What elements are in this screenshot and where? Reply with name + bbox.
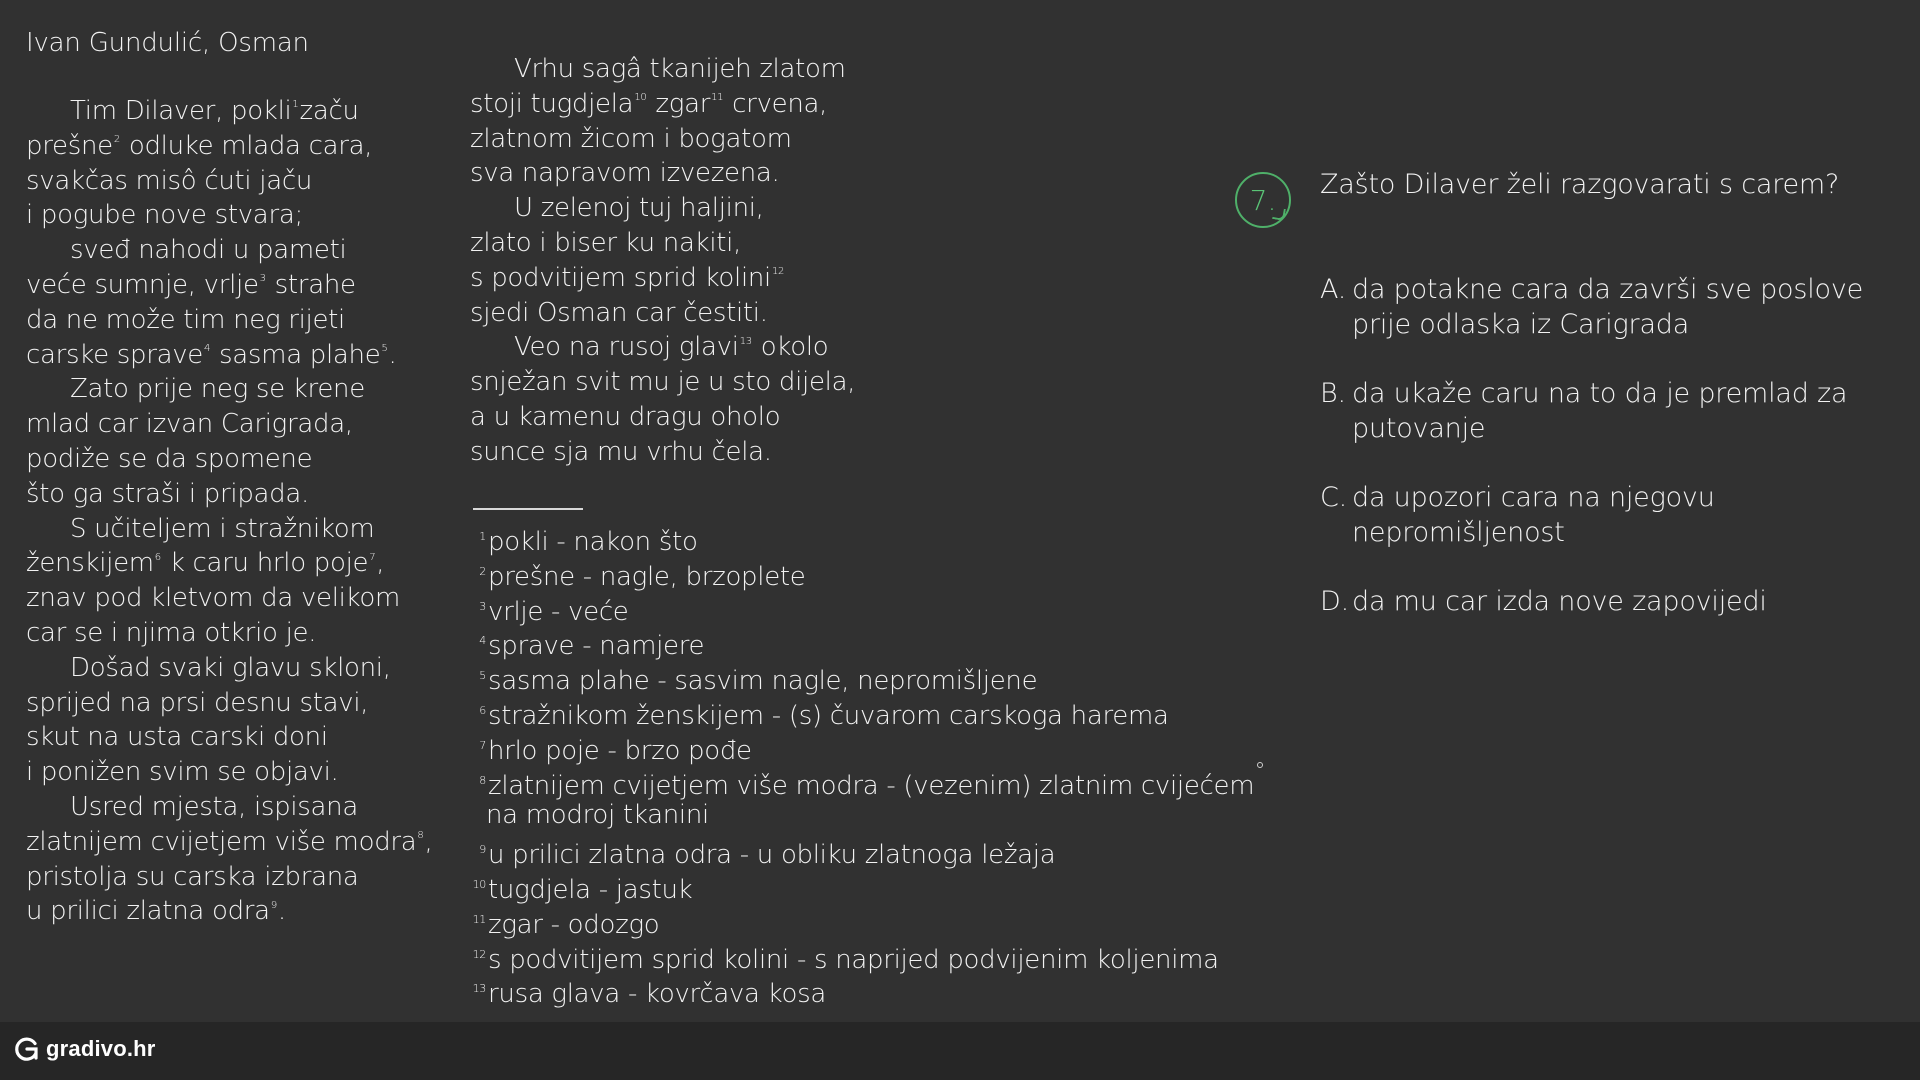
poem-line: U zelenoj tuj haljini, xyxy=(514,193,764,224)
footnote-text: zgar - odozgo xyxy=(488,909,660,940)
poem-line: snježan svit mu je u sto dijela, xyxy=(470,367,856,398)
footnote-item xyxy=(466,833,1254,871)
poem-line: pristolja su carska izbrana xyxy=(26,861,359,892)
poem-line: mlad car izvan Carigrada, xyxy=(26,409,353,440)
poem-line: s podvitijem sprid kolini$^{12}$ xyxy=(470,262,785,293)
poem-line: znav pod kletvom da velikom xyxy=(26,583,401,614)
poem-line: carske sprave$^4$ sasma plahe$^5$. xyxy=(26,339,397,370)
poem-line: prešne$^2$ odluke mlada cara, xyxy=(26,130,373,161)
poem-line: sveđ nahodi u pameti xyxy=(70,235,347,266)
footnote-ref: 10 xyxy=(634,92,647,104)
footnote-item xyxy=(466,729,1254,764)
footnote-divider xyxy=(473,508,583,510)
poem-column-2 xyxy=(470,52,855,470)
poem-line: veće sumnje, vrlje$^3$ strahe xyxy=(26,269,356,300)
poem-line: zlato i biser ku nakiti, xyxy=(470,227,742,258)
footnote-ref: 2 xyxy=(113,134,120,146)
footnote-item xyxy=(466,868,1254,903)
footnote-ref: 9 xyxy=(270,899,277,911)
footnote-number: 6 xyxy=(479,703,486,717)
answer-option-c[interactable] xyxy=(1320,480,1900,550)
question-number-badge xyxy=(1235,172,1291,228)
footnote-ref: 8 xyxy=(417,830,424,842)
answer-letter: D. xyxy=(1320,586,1349,617)
poem-line: podiže se da spomene xyxy=(26,443,313,474)
poem-line: da ne može tim neg rijeti xyxy=(26,304,345,335)
footnote-number: 7 xyxy=(479,738,486,752)
footnote-item xyxy=(466,798,1254,833)
poem-line: Usred mjesta, ispisana xyxy=(70,791,358,822)
question-number: 7. xyxy=(1249,183,1277,217)
poem-line: i ponižen svim se objavi. xyxy=(26,757,339,788)
footnote-text: prešne - nagle, brzoplete xyxy=(488,561,806,592)
answer-letter: C. xyxy=(1320,482,1348,513)
question-text: Zašto Dilaver želi razgovarati s carem? xyxy=(1320,169,1840,200)
footnote-number: 9 xyxy=(479,843,486,857)
stray-dot xyxy=(1257,762,1263,768)
footnote-item xyxy=(466,520,1254,555)
poem-line: svakčas misô ćuti jaču xyxy=(26,165,313,196)
footnote-ref: 13 xyxy=(739,335,752,347)
answer-letter: B. xyxy=(1320,378,1346,409)
poem-line: što ga straši i pripada. xyxy=(26,478,309,509)
poem-line: a u kamenu dragu oholo xyxy=(470,401,781,432)
poem-line: sva napravom izvezena. xyxy=(470,158,780,189)
footnote-item xyxy=(466,555,1254,590)
footnote-text: sprave - namjere xyxy=(488,631,705,662)
poem-line: Došad svaki glavu skloni, xyxy=(70,652,391,683)
footnote-text: hrlo poje - brzo pođe xyxy=(488,735,752,766)
poem-line: u prilici zlatna odra$^9$. xyxy=(26,896,286,927)
poem-line: sunce sja mu vrhu čela. xyxy=(470,436,772,467)
page-title: Ivan Gundulić, Osman xyxy=(26,28,309,58)
footnote-number: 12 xyxy=(472,947,486,961)
footer-bar xyxy=(0,1022,1920,1080)
poem-line: Vrhu sagâ tkanijeh zlatom xyxy=(514,54,846,84)
poem-line: S učiteljem i stražnikom xyxy=(70,513,375,544)
poem-line: i pogube nove stvara; xyxy=(26,200,303,231)
footnote-number: 2 xyxy=(479,564,486,578)
footnote-number: 13 xyxy=(472,982,486,996)
footnote-text: tugdjela - jastuk xyxy=(488,874,693,905)
answer-text: da upozori cara na njegovu nepromišljenost xyxy=(1352,482,1715,548)
footnote-number: 11 xyxy=(472,912,486,926)
footnote-text: pokli - nakon što xyxy=(488,527,698,557)
footnote-text: rusa glava - kovrčava kosa xyxy=(488,979,826,1010)
footnote-ref: 3 xyxy=(259,273,266,285)
answer-text: da mu car izda nove zapovijedi xyxy=(1352,586,1767,617)
brand[interactable] xyxy=(14,1036,156,1062)
footnote-text: stražnikom ženskijem - (s) čuvarom carskoga harema xyxy=(488,700,1169,731)
footnote-number: 5 xyxy=(479,669,486,683)
gradivo-logo-icon xyxy=(14,1036,40,1062)
answer-letter: A. xyxy=(1320,274,1347,305)
poem-line: sjedi Osman car čestiti. xyxy=(470,297,768,328)
footnote-item xyxy=(466,972,1254,1010)
footnote-number: 3 xyxy=(479,599,486,613)
answer-option-a[interactable] xyxy=(1320,272,1900,342)
footnote-ref: 11 xyxy=(711,92,724,104)
footnote-number: 4 xyxy=(479,634,486,648)
footnote-text: sasma plahe - sasvim nagle, nepromišljene xyxy=(488,666,1038,697)
footnote-item xyxy=(466,938,1254,973)
footnote-text: vrlje - veće xyxy=(488,596,629,627)
footnote-ref: 4 xyxy=(204,342,211,354)
footnote-ref: 5 xyxy=(381,342,388,354)
footnote-text: u prilici zlatna odra - u obliku zlatnoga ležaja xyxy=(488,840,1056,871)
footnote-ref: 12 xyxy=(771,266,785,278)
footnote-number: 1 xyxy=(479,530,486,543)
footnote-text: s podvitijem sprid kolini - s naprijed podvijenim koljenima xyxy=(488,944,1219,975)
poem-line: Veo na rusoj glavi$^{13}$ okolo xyxy=(514,332,829,363)
poem-line: Zato prije neg se krene xyxy=(70,374,365,405)
footnote-item xyxy=(466,659,1254,697)
footnote-item xyxy=(466,694,1254,729)
answer-text: da potakne cara da završi sve poslove prije odlaska iz Carigrada xyxy=(1352,274,1864,340)
badge-tail-icon xyxy=(1272,207,1286,221)
footnote-item xyxy=(466,903,1254,938)
footnote-text: zlatnijem cvijetjem više modra - (vezenim) zlatnim cvijećem xyxy=(488,770,1255,801)
poem-line: zlatnijem cvijetjem više modra$^8$, xyxy=(26,826,433,857)
footnote-number: 10 xyxy=(472,877,486,891)
footnote-text: na modroj tkanini xyxy=(486,800,709,831)
footnote-ref: 1 xyxy=(292,99,299,111)
footnote-item xyxy=(466,590,1254,625)
footnote-ref: 6 xyxy=(154,551,161,563)
poem-line: sprijed na prsi desnu stavi, xyxy=(26,687,369,718)
footnote-item xyxy=(466,764,1254,799)
answer-text: da ukaže caru na to da je premlad za putovanje xyxy=(1352,378,1848,444)
poem-column-1 xyxy=(26,94,432,929)
answer-option-b[interactable] xyxy=(1320,376,1900,446)
footnote-item xyxy=(466,624,1254,662)
footnote-number: 8 xyxy=(479,773,486,787)
footnotes-list xyxy=(466,520,1255,1010)
poem-line: stoji tugdjela$^{10}$ zgar$^{11}$ crvena, xyxy=(470,88,828,119)
footnote-ref: 7 xyxy=(369,551,376,563)
answer-option-d[interactable] xyxy=(1320,584,1900,619)
answer-options xyxy=(1320,272,1900,653)
poem-line: zlatnom žicom i bogatom xyxy=(470,123,792,154)
poem-line: car se i njima otkrio je. xyxy=(26,617,317,648)
poem-line: ženskijem$^6$ k caru hrlo poje$^7$, xyxy=(26,548,385,579)
poem-line: Tim Dilaver, pokli$^1$začu xyxy=(70,96,359,126)
poem-line: skut na usta carski doni xyxy=(26,722,328,753)
brand-name: gradivo.hr xyxy=(46,1036,156,1061)
